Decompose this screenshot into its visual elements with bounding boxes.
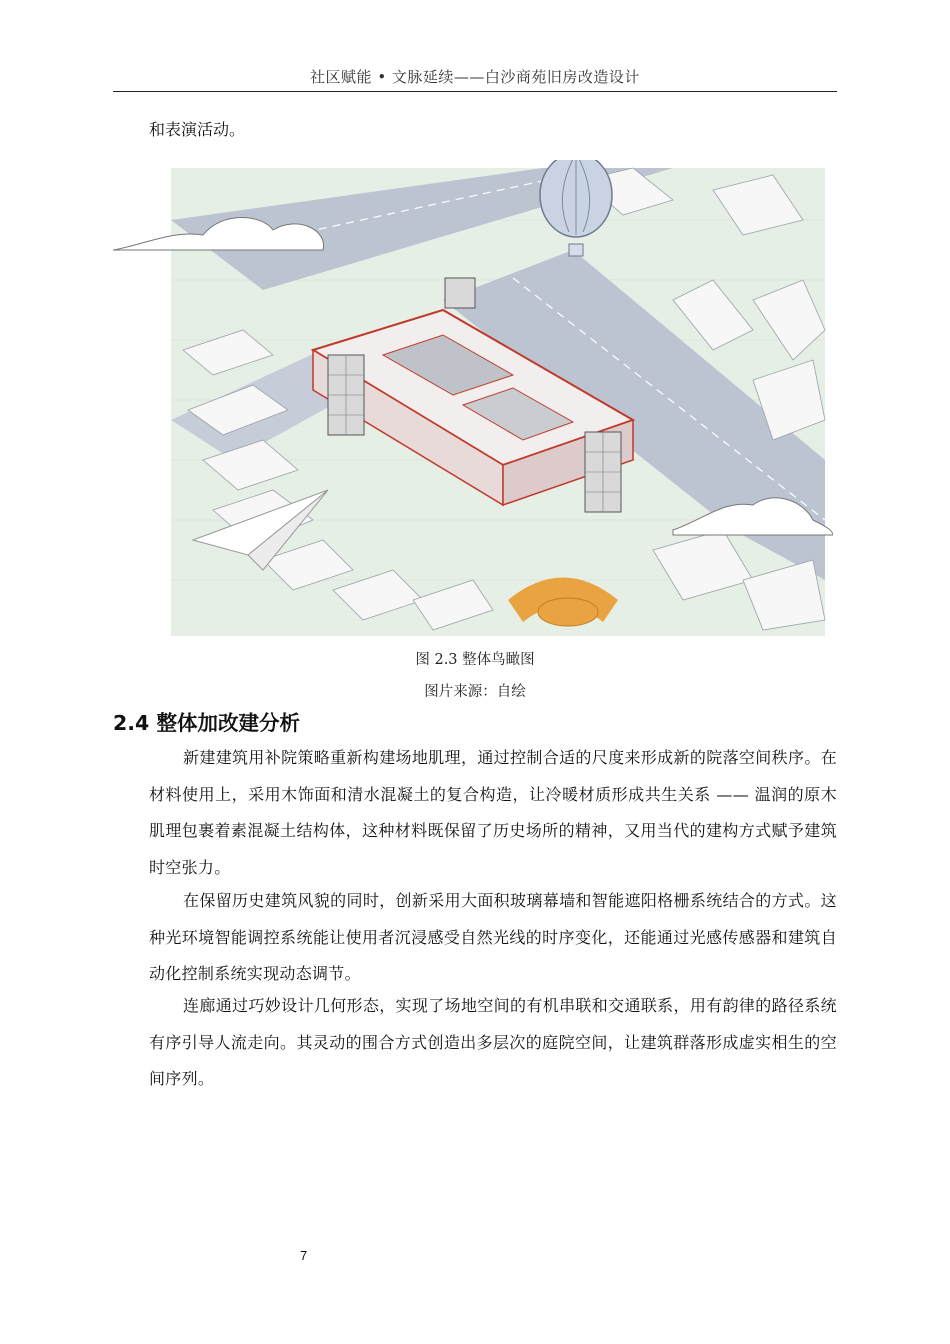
continuation-text: 和表演活动。 [149, 120, 246, 139]
running-header: 社区赋能 • 文脉延续——白沙商苑旧房改造设计 [310, 68, 640, 86]
section-heading: 2.4 整体加改建分析 [113, 711, 300, 735]
page-number: 7 [300, 1248, 308, 1263]
figure-caption: 图 2.3 整体鸟瞰图 [415, 652, 535, 668]
aerial-view-figure [113, 160, 833, 642]
body-paragraph: 连廊通过巧妙设计几何形态，实现了场地空间的有机串联和交通联系，用有韵律的路径系统有序引导人流走向。其灵动的围合方式创造出多层次的庭院空间，让建筑群落形成虚实相生的空间序列。 [149, 996, 837, 1089]
figure-source: 图片来源：自绘 [424, 684, 526, 700]
body-paragraph: 在保留历史建筑风貌的同时，创新采用大面积玻璃幕墙和智能遮阳格栅系统结合的方式。这种光环境智能调控系统能让使用者沉浸感受自然光线的时序变化，还能通过光感传感器和建筑自动化控制系统实现动态调节。 [149, 891, 837, 984]
body-paragraph: 新建建筑用补院策略重新构建场地肌理，通过控制合适的尺度来形成新的院落空间秩序。在材料使用上，采用木饰面和清水混凝土的复合构造，让冷暖材质形成共生关系 —— 温润的原木肌理包裹着素混凝土结构体，这种材料既保留了历史场所的精神，又用当代的建构方式赋予建筑时空张力。 [149, 748, 837, 878]
aerial-view-illustration [113, 160, 833, 642]
header-rule [113, 91, 837, 92]
